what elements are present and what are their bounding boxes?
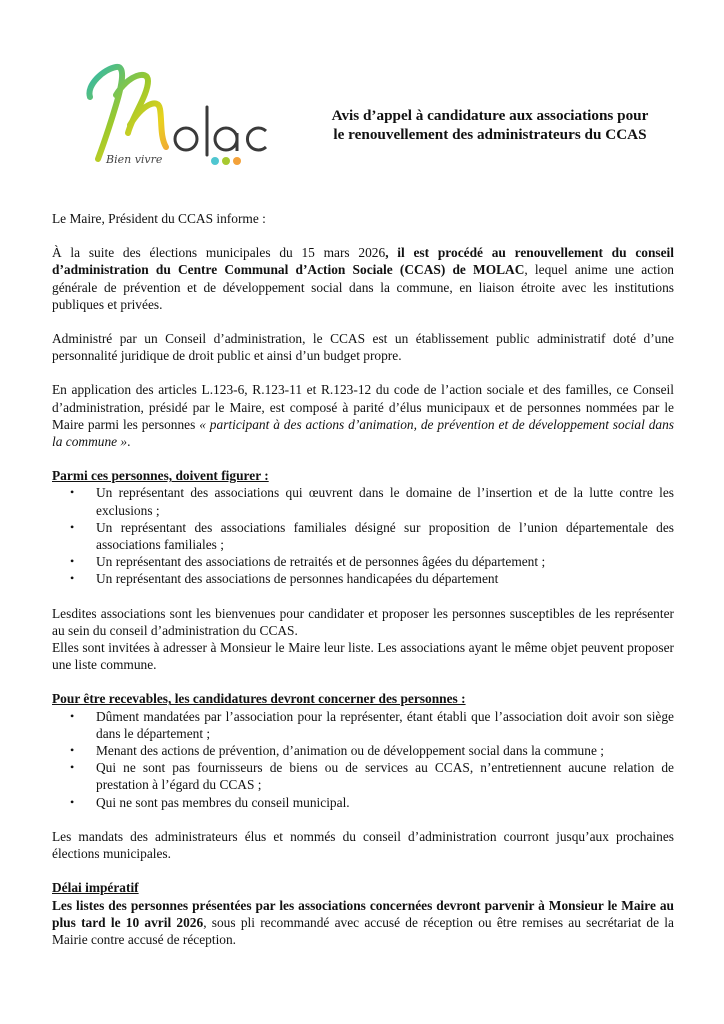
list-item: • Menant des actions de prévention, d’animation ou de développement social dans la commune ; [96, 742, 674, 759]
p1-text-a: À la suite des élections municipales du 15 mars 2026 [52, 245, 386, 261]
deadline-heading: Délai impératif [52, 880, 139, 896]
deadline-paragraph [52, 897, 674, 949]
paragraph-legal [52, 381, 674, 450]
paragraph-mandates: Les mandats des administrateurs élus et nommés du conseil d’administration courront jusqu’aux prochaines élections municipales. [52, 828, 674, 862]
list-item: • Un représentant des associations qui œuvrent dans le domaine de l’insertion et de la lutte contre les exclusions ; [96, 484, 674, 518]
section1-list [52, 484, 674, 587]
title-line-2: le renouvellement des administrateurs du CCAS [333, 126, 647, 143]
list-item: • Un représentant des associations familiales désigné sur proposition de l’union départementale des associations familiales ; [96, 519, 674, 553]
section1-heading: Parmi ces personnes, doivent figurer : [52, 468, 269, 484]
p1-text-c: , lequel anime une action générale de prévention et de développement social dans la commune, en liaison étroite avec les institutions publiques et privées. [52, 262, 674, 312]
section2-heading: Pour être recevables, les candidatures devront concerner des personnes : [52, 691, 466, 707]
list-item: • Un représentant des associations de personnes handicapées du département [96, 570, 674, 587]
list-item: • Qui ne sont pas fournisseurs de biens ou de services au CCAS, n’entretiennent aucune relation de prestation à l’égard du CCAS ; [96, 759, 674, 793]
paragraph-invitation-b: Elles sont invitées à adresser à Monsieur le Maire leur liste. Les associations ayant le même objet peuvent proposer une liste commune. [52, 640, 674, 673]
p3-text-c: . [127, 434, 131, 450]
list-item: • Dûment mandatées par l’association pour la représenter, étant établi que l’association doit avoir son siège dans le département ; [96, 708, 674, 742]
document-title [290, 106, 690, 144]
molac-logo [66, 55, 276, 180]
intro-paragraph: Le Maire, Président du CCAS informe : [52, 211, 266, 226]
list-item: • Un représentant des associations de retraités et de personnes âgées du département ; [96, 553, 674, 570]
paragraph-invitation-a: Lesdites associations sont les bienvenues pour candidater et proposer les personnes susceptibles de les représenter au sein du conseil d’administration du CCAS. [52, 605, 674, 638]
deadline-rest: , sous pli recommandé avec accusé de réception ou être remises au secrétariat de la Mairie contre accusé de réception. [52, 914, 674, 947]
document-body [52, 210, 674, 965]
list-item: • Qui ne sont pas membres du conseil municipal. [96, 794, 674, 811]
deadline-bold: Les listes des personnes présentées par les associations concernées devront parvenir à Monsieur le Maire au plus tard le 10 avril 2026 [52, 897, 674, 930]
molac-logo-graphic [66, 55, 276, 180]
p1-bold: , il est procédé au renouvellement du conseil d’administration du Centre Communal d’Action Sociale (CCAS) de MOLAC [52, 245, 674, 278]
p3-quote: « participant à des actions d’animation, de prévention et de développement social dans la commune » [52, 416, 674, 450]
section2-list [52, 708, 674, 811]
paragraph-renewal [52, 244, 674, 313]
p3-text-a: En application des articles L.123-6, R.123-11 et R.123-12 du code de l’action sociale et des familles, ce Conseil d’administration, présidé par le Maire, est composé à parité d’élus municipaux et de personnes nommées par le Maire parmi les personnes [52, 382, 674, 432]
paragraph-administration: Administré par un Conseil d’administration, le CCAS est un établissement public administratif doté d’une personnalité juridique de droit public et ainsi d’un budget propre. [52, 331, 674, 364]
title-line-1: Avis d’appel à candidature aux associations pour [331, 107, 649, 124]
svg-text:Bien vivre: Bien vivre [106, 153, 163, 166]
